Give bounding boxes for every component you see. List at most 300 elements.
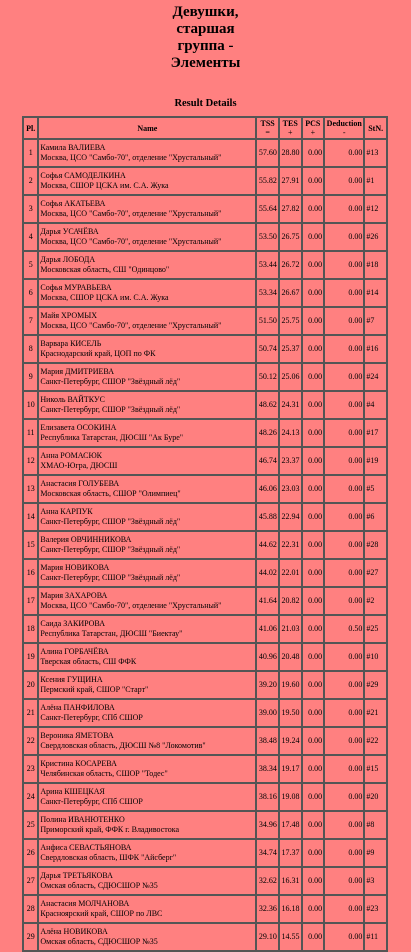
pcs-cell: 0.00 bbox=[302, 363, 325, 391]
tss-cell: 44.62 bbox=[256, 531, 279, 559]
pcs-cell: 0.00 bbox=[302, 279, 325, 307]
athlete-cell bbox=[38, 279, 256, 307]
athlete-club: Республика Татарстан, ДЮСШ "Ак Буре" bbox=[40, 433, 184, 442]
deduction-cell: 0.00 bbox=[324, 307, 364, 335]
tes-cell: 22.94 bbox=[279, 503, 302, 531]
start-number-cell: #4 bbox=[364, 391, 387, 419]
pcs-cell: 0.00 bbox=[302, 755, 325, 783]
deduction-cell: 0.00 bbox=[324, 195, 364, 223]
table-row bbox=[23, 699, 387, 727]
page-title-line: старшая bbox=[176, 21, 235, 37]
start-number-cell: #21 bbox=[364, 699, 387, 727]
results-table bbox=[22, 116, 388, 952]
start-number-cell: #10 bbox=[364, 643, 387, 671]
athlete-club: Пермский край, СШОР "Старт" bbox=[40, 685, 149, 694]
table-row bbox=[23, 251, 387, 279]
pcs-cell: 0.00 bbox=[302, 727, 325, 755]
tss-cell: 48.62 bbox=[256, 391, 279, 419]
header-deduction: Deduction - bbox=[324, 117, 364, 139]
deduction-cell: 0.50 bbox=[324, 615, 364, 643]
tes-cell: 24.31 bbox=[279, 391, 302, 419]
athlete-name: Анфиса СЕВАСТЬЯНОВА bbox=[40, 843, 132, 852]
pcs-cell: 0.00 bbox=[302, 811, 325, 839]
tss-cell: 46.74 bbox=[256, 447, 279, 475]
athlete-name: Полина ИВАНЮТЕНКО bbox=[40, 815, 125, 824]
table-row bbox=[23, 923, 387, 951]
tss-cell: 48.26 bbox=[256, 419, 279, 447]
athlete-cell bbox=[38, 811, 256, 839]
place-cell: 9 bbox=[23, 363, 38, 391]
athlete-club: Омская область, СДЮСШОР №35 bbox=[40, 937, 158, 946]
athlete-cell bbox=[38, 671, 256, 699]
tes-cell: 19.24 bbox=[279, 727, 302, 755]
deduction-cell: 0.00 bbox=[324, 419, 364, 447]
table-row bbox=[23, 895, 387, 923]
start-number-cell: #18 bbox=[364, 251, 387, 279]
tss-cell: 29.10 bbox=[256, 923, 279, 951]
place-cell: 12 bbox=[23, 447, 38, 475]
place-cell: 6 bbox=[23, 279, 38, 307]
start-number-cell: #11 bbox=[364, 923, 387, 951]
start-number-cell: #24 bbox=[364, 363, 387, 391]
athlete-name: Мария НОВИКОВА bbox=[40, 563, 110, 572]
tes-cell: 26.75 bbox=[279, 223, 302, 251]
athlete-cell bbox=[38, 195, 256, 223]
place-cell: 3 bbox=[23, 195, 38, 223]
athlete-name: Елизавета ОСОКИНА bbox=[40, 423, 117, 432]
athlete-cell bbox=[38, 531, 256, 559]
tss-cell: 32.36 bbox=[256, 895, 279, 923]
athlete-name: Софья АКАТЬЕВА bbox=[40, 199, 106, 208]
header-name: Name bbox=[38, 117, 256, 139]
place-cell: 2 bbox=[23, 167, 38, 195]
table-row bbox=[23, 503, 387, 531]
tss-cell: 44.02 bbox=[256, 559, 279, 587]
tss-cell: 51.50 bbox=[256, 307, 279, 335]
deduction-cell: 0.00 bbox=[324, 391, 364, 419]
pcs-cell: 0.00 bbox=[302, 419, 325, 447]
athlete-name: Ксения ГУЩИНА bbox=[40, 675, 103, 684]
tss-cell: 46.06 bbox=[256, 475, 279, 503]
athlete-name: Валерия ОВЧИННИКОВА bbox=[40, 535, 132, 544]
athlete-club: Тверская область, СШ ФФК bbox=[40, 657, 137, 666]
tss-cell: 45.88 bbox=[256, 503, 279, 531]
deduction-cell: 0.00 bbox=[324, 223, 364, 251]
pcs-cell: 0.00 bbox=[302, 783, 325, 811]
athlete-club: Санкт-Петербург, СШОР "Звёздный лёд" bbox=[40, 545, 181, 554]
athlete-name: Алёна НОВИКОВА bbox=[40, 927, 108, 936]
deduction-cell: 0.00 bbox=[324, 587, 364, 615]
athlete-club: Санкт-Петербург, СШОР "Звёздный лёд" bbox=[40, 517, 181, 526]
athlete-cell bbox=[38, 251, 256, 279]
athlete-name: Анастасия МОЛЧАНОВА bbox=[40, 899, 130, 908]
athlete-cell bbox=[38, 839, 256, 867]
athlete-cell bbox=[38, 895, 256, 923]
deduction-cell: 0.00 bbox=[324, 559, 364, 587]
table-row bbox=[23, 335, 387, 363]
table-row bbox=[23, 559, 387, 587]
athlete-club: Москва, ЦСО "Самбо-70", отделение "Хрустальный" bbox=[40, 153, 222, 162]
athlete-cell bbox=[38, 475, 256, 503]
place-cell: 18 bbox=[23, 615, 38, 643]
start-number-cell: #5 bbox=[364, 475, 387, 503]
tes-cell: 22.01 bbox=[279, 559, 302, 587]
deduction-cell: 0.00 bbox=[324, 783, 364, 811]
tes-cell: 28.80 bbox=[279, 139, 302, 167]
tes-cell: 17.37 bbox=[279, 839, 302, 867]
pcs-cell: 0.00 bbox=[302, 195, 325, 223]
place-cell: 21 bbox=[23, 699, 38, 727]
pcs-cell: 0.00 bbox=[302, 307, 325, 335]
start-number-cell: #1 bbox=[364, 167, 387, 195]
athlete-club: Свердловская область, ДЮСШ №8 "Локомотив" bbox=[40, 741, 206, 750]
start-number-cell: #26 bbox=[364, 223, 387, 251]
pcs-cell: 0.00 bbox=[302, 223, 325, 251]
deduction-cell: 0.00 bbox=[324, 503, 364, 531]
start-number-cell: #16 bbox=[364, 335, 387, 363]
page-title bbox=[0, 4, 411, 72]
table-row bbox=[23, 447, 387, 475]
tes-cell: 16.31 bbox=[279, 867, 302, 895]
athlete-cell bbox=[38, 363, 256, 391]
deduction-cell: 0.00 bbox=[324, 671, 364, 699]
pcs-cell: 0.00 bbox=[302, 391, 325, 419]
athlete-name: Николь ВАЙТКУС bbox=[40, 395, 105, 404]
start-number-cell: #3 bbox=[364, 867, 387, 895]
athlete-cell bbox=[38, 307, 256, 335]
athlete-cell bbox=[38, 867, 256, 895]
athlete-club: Красноярский край, СШОР по ЛВС bbox=[40, 909, 163, 918]
tss-cell: 34.96 bbox=[256, 811, 279, 839]
header-tss: TSS = bbox=[256, 117, 279, 139]
tes-cell: 23.37 bbox=[279, 447, 302, 475]
table-row bbox=[23, 223, 387, 251]
athlete-club: Москва, СШОР ЦСКА им. С.А. Жука bbox=[40, 293, 169, 302]
table-row bbox=[23, 783, 387, 811]
start-number-cell: #28 bbox=[364, 531, 387, 559]
table-row bbox=[23, 475, 387, 503]
start-number-cell: #25 bbox=[364, 615, 387, 643]
athlete-club: Московская область, СШ "Одинцово" bbox=[40, 265, 170, 274]
tes-cell: 14.55 bbox=[279, 923, 302, 951]
tes-cell: 25.06 bbox=[279, 363, 302, 391]
tes-cell: 22.31 bbox=[279, 531, 302, 559]
header-pcs: PCS + bbox=[302, 117, 325, 139]
athlete-name: Анна РОМАСЮК bbox=[40, 451, 103, 460]
athlete-cell bbox=[38, 755, 256, 783]
athlete-name: Дарья ЛОБОДА bbox=[40, 255, 96, 264]
place-cell: 25 bbox=[23, 811, 38, 839]
athlete-cell bbox=[38, 699, 256, 727]
page-title-line: группа - bbox=[177, 38, 234, 54]
athlete-club: Челябинская область, СШОР "Тодес" bbox=[40, 769, 168, 778]
tss-cell: 53.50 bbox=[256, 223, 279, 251]
athlete-name: Варвара КИСЕЛЬ bbox=[40, 339, 102, 348]
tss-cell: 53.34 bbox=[256, 279, 279, 307]
table-row bbox=[23, 587, 387, 615]
tss-cell: 50.12 bbox=[256, 363, 279, 391]
athlete-club: Свердловская область, ШФК "Айсберг" bbox=[40, 853, 177, 862]
pcs-cell: 0.00 bbox=[302, 867, 325, 895]
place-cell: 10 bbox=[23, 391, 38, 419]
table-row bbox=[23, 139, 387, 167]
header-stn: StN. bbox=[364, 117, 387, 139]
athlete-cell bbox=[38, 587, 256, 615]
athlete-club: Омская область, СДЮСШОР №35 bbox=[40, 881, 158, 890]
table-row bbox=[23, 839, 387, 867]
deduction-cell: 0.00 bbox=[324, 335, 364, 363]
tss-cell: 40.96 bbox=[256, 643, 279, 671]
deduction-cell: 0.00 bbox=[324, 475, 364, 503]
results-body bbox=[23, 139, 387, 951]
athlete-cell bbox=[38, 335, 256, 363]
place-cell: 19 bbox=[23, 643, 38, 671]
pcs-cell: 0.00 bbox=[302, 139, 325, 167]
tss-cell: 39.20 bbox=[256, 671, 279, 699]
place-cell: 8 bbox=[23, 335, 38, 363]
athlete-club: Приморский край, ФФК г. Владивостока bbox=[40, 825, 180, 834]
tes-cell: 20.82 bbox=[279, 587, 302, 615]
deduction-cell: 0.00 bbox=[324, 531, 364, 559]
tes-cell: 17.48 bbox=[279, 811, 302, 839]
tss-cell: 41.06 bbox=[256, 615, 279, 643]
tss-cell: 55.64 bbox=[256, 195, 279, 223]
athlete-cell bbox=[38, 223, 256, 251]
athlete-club: Москва, ЦСО "Самбо-70", отделение "Хрустальный" bbox=[40, 237, 222, 246]
table-row bbox=[23, 167, 387, 195]
athlete-cell bbox=[38, 559, 256, 587]
table-row bbox=[23, 867, 387, 895]
start-number-cell: #29 bbox=[364, 671, 387, 699]
place-cell: 28 bbox=[23, 895, 38, 923]
pcs-cell: 0.00 bbox=[302, 503, 325, 531]
tss-cell: 34.74 bbox=[256, 839, 279, 867]
tes-cell: 20.48 bbox=[279, 643, 302, 671]
tes-cell: 19.08 bbox=[279, 783, 302, 811]
tes-cell: 25.37 bbox=[279, 335, 302, 363]
athlete-name: Дарья ТРЕТЬЯКОВА bbox=[40, 871, 113, 880]
tes-cell: 16.18 bbox=[279, 895, 302, 923]
table-row bbox=[23, 531, 387, 559]
athlete-club: Санкт-Петербург, СПб СШОР bbox=[40, 797, 143, 806]
start-number-cell: #23 bbox=[364, 895, 387, 923]
deduction-cell: 0.00 bbox=[324, 447, 364, 475]
athlete-club: Санкт-Петербург, СШОР "Звёздный лёд" bbox=[40, 377, 181, 386]
table-row bbox=[23, 811, 387, 839]
pcs-cell: 0.00 bbox=[302, 699, 325, 727]
place-cell: 7 bbox=[23, 307, 38, 335]
pcs-cell: 0.00 bbox=[302, 475, 325, 503]
tss-cell: 38.16 bbox=[256, 783, 279, 811]
athlete-name: Анна КАРПУК bbox=[40, 507, 93, 516]
place-cell: 29 bbox=[23, 923, 38, 951]
start-number-cell: #17 bbox=[364, 419, 387, 447]
deduction-cell: 0.00 bbox=[324, 839, 364, 867]
place-cell: 24 bbox=[23, 783, 38, 811]
place-cell: 27 bbox=[23, 867, 38, 895]
table-row bbox=[23, 363, 387, 391]
start-number-cell: #13 bbox=[364, 139, 387, 167]
deduction-cell: 0.00 bbox=[324, 727, 364, 755]
start-number-cell: #2 bbox=[364, 587, 387, 615]
place-cell: 16 bbox=[23, 559, 38, 587]
deduction-cell: 0.00 bbox=[324, 811, 364, 839]
place-cell: 20 bbox=[23, 671, 38, 699]
header-pl: Pl. bbox=[23, 117, 38, 139]
pcs-cell: 0.00 bbox=[302, 447, 325, 475]
table-row bbox=[23, 279, 387, 307]
pcs-cell: 0.00 bbox=[302, 671, 325, 699]
start-number-cell: #22 bbox=[364, 727, 387, 755]
athlete-name: Кристина КОСАРЕВА bbox=[40, 759, 117, 768]
pcs-cell: 0.00 bbox=[302, 531, 325, 559]
table-row bbox=[23, 307, 387, 335]
athlete-cell bbox=[38, 923, 256, 951]
athlete-name: Алёна ПАНФИЛОВА bbox=[40, 703, 115, 712]
header-tes: TES + bbox=[279, 117, 302, 139]
athlete-name: Анастасия ГОЛУБЕВА bbox=[40, 479, 120, 488]
tes-cell: 19.60 bbox=[279, 671, 302, 699]
athlete-club: ХМАО-Югра, ДЮСШ bbox=[40, 461, 118, 470]
start-number-cell: #8 bbox=[364, 811, 387, 839]
place-cell: 22 bbox=[23, 727, 38, 755]
pcs-cell: 0.00 bbox=[302, 923, 325, 951]
start-number-cell: #7 bbox=[364, 307, 387, 335]
page-title-line: Элементы bbox=[170, 55, 241, 71]
table-header-row bbox=[23, 117, 387, 139]
tss-cell: 38.34 bbox=[256, 755, 279, 783]
athlete-cell bbox=[38, 503, 256, 531]
athlete-name: Майя ХРОМЫХ bbox=[40, 311, 97, 320]
deduction-cell: 0.00 bbox=[324, 167, 364, 195]
athlete-club: Санкт-Петербург, СШОР "Звёздный лёд" bbox=[40, 405, 181, 414]
tss-cell: 50.74 bbox=[256, 335, 279, 363]
deduction-cell: 0.00 bbox=[324, 699, 364, 727]
athlete-name: Камила ВАЛИЕВА bbox=[40, 143, 106, 152]
place-cell: 23 bbox=[23, 755, 38, 783]
athlete-cell bbox=[38, 615, 256, 643]
tes-cell: 19.50 bbox=[279, 699, 302, 727]
athlete-cell bbox=[38, 783, 256, 811]
table-row bbox=[23, 671, 387, 699]
deduction-cell: 0.00 bbox=[324, 251, 364, 279]
place-cell: 26 bbox=[23, 839, 38, 867]
athlete-name: Арина КШЕЦКАЯ bbox=[40, 787, 105, 796]
pcs-cell: 0.00 bbox=[302, 167, 325, 195]
section-title: Result Details bbox=[174, 98, 237, 109]
start-number-cell: #6 bbox=[364, 503, 387, 531]
tes-cell: 19.17 bbox=[279, 755, 302, 783]
pcs-cell: 0.00 bbox=[302, 251, 325, 279]
place-cell: 11 bbox=[23, 419, 38, 447]
tss-cell: 32.62 bbox=[256, 867, 279, 895]
athlete-club: Москва, СШОР ЦСКА им. С.А. Жука bbox=[40, 181, 169, 190]
place-cell: 17 bbox=[23, 587, 38, 615]
table-row bbox=[23, 727, 387, 755]
start-number-cell: #27 bbox=[364, 559, 387, 587]
pcs-cell: 0.00 bbox=[302, 587, 325, 615]
athlete-club: Краснодарский край, ЦОП по ФК bbox=[40, 349, 156, 358]
athlete-name: Мария ДМИТРИЕВА bbox=[40, 367, 114, 376]
table-row bbox=[23, 419, 387, 447]
tss-cell: 57.60 bbox=[256, 139, 279, 167]
page-title-line: Девушки, bbox=[172, 4, 239, 20]
tss-cell: 39.00 bbox=[256, 699, 279, 727]
athlete-cell bbox=[38, 447, 256, 475]
athlete-name: Софья САМОДЕЛКИНА bbox=[40, 171, 126, 180]
athlete-cell bbox=[38, 391, 256, 419]
start-number-cell: #15 bbox=[364, 755, 387, 783]
tss-cell: 41.64 bbox=[256, 587, 279, 615]
pcs-cell: 0.00 bbox=[302, 559, 325, 587]
athlete-name: Вероника ЯМЕТОВА bbox=[40, 731, 114, 740]
tes-cell: 24.13 bbox=[279, 419, 302, 447]
athlete-name: Дарья УСАЧЁВА bbox=[40, 227, 99, 236]
place-cell: 1 bbox=[23, 139, 38, 167]
tss-cell: 55.82 bbox=[256, 167, 279, 195]
athlete-club: Республика Татарстан, ДЮСШ "Биектау" bbox=[40, 629, 183, 638]
pcs-cell: 0.00 bbox=[302, 615, 325, 643]
deduction-cell: 0.00 bbox=[324, 139, 364, 167]
deduction-cell: 0.00 bbox=[324, 279, 364, 307]
athlete-club: Москва, ЦСО "Самбо-70", отделение "Хрустальный" bbox=[40, 321, 222, 330]
start-number-cell: #14 bbox=[364, 279, 387, 307]
tss-cell: 53.44 bbox=[256, 251, 279, 279]
athlete-name: Софья МУРАВЬЕВА bbox=[40, 283, 112, 292]
deduction-cell: 0.00 bbox=[324, 363, 364, 391]
table-row bbox=[23, 755, 387, 783]
place-cell: 14 bbox=[23, 503, 38, 531]
athlete-cell bbox=[38, 139, 256, 167]
pcs-cell: 0.00 bbox=[302, 839, 325, 867]
tss-cell: 38.48 bbox=[256, 727, 279, 755]
deduction-cell: 0.00 bbox=[324, 867, 364, 895]
athlete-club: Санкт-Петербург, СПб СШОР bbox=[40, 713, 143, 722]
tes-cell: 26.72 bbox=[279, 251, 302, 279]
athlete-cell bbox=[38, 643, 256, 671]
tes-cell: 27.91 bbox=[279, 167, 302, 195]
place-cell: 5 bbox=[23, 251, 38, 279]
pcs-cell: 0.00 bbox=[302, 335, 325, 363]
athlete-cell bbox=[38, 167, 256, 195]
table-row bbox=[23, 615, 387, 643]
athlete-club: Москва, ЦСО "Самбо-70", отделение "Хрустальный" bbox=[40, 601, 222, 610]
deduction-cell: 0.00 bbox=[324, 895, 364, 923]
pcs-cell: 0.00 bbox=[302, 643, 325, 671]
start-number-cell: #9 bbox=[364, 839, 387, 867]
place-cell: 15 bbox=[23, 531, 38, 559]
tes-cell: 27.82 bbox=[279, 195, 302, 223]
tes-cell: 23.03 bbox=[279, 475, 302, 503]
deduction-cell: 0.00 bbox=[324, 755, 364, 783]
table-row bbox=[23, 391, 387, 419]
athlete-club: Москва, ЦСО "Самбо-70", отделение "Хрустальный" bbox=[40, 209, 222, 218]
start-number-cell: #20 bbox=[364, 783, 387, 811]
athlete-name: Мария ЗАХАРОВА bbox=[40, 591, 108, 600]
athlete-cell bbox=[38, 419, 256, 447]
athlete-cell bbox=[38, 727, 256, 755]
start-number-cell: #12 bbox=[364, 195, 387, 223]
tes-cell: 21.03 bbox=[279, 615, 302, 643]
table-row bbox=[23, 643, 387, 671]
table-row bbox=[23, 195, 387, 223]
start-number-cell: #19 bbox=[364, 447, 387, 475]
deduction-cell: 0.00 bbox=[324, 643, 364, 671]
tes-cell: 26.67 bbox=[279, 279, 302, 307]
deduction-cell: 0.00 bbox=[324, 923, 364, 951]
athlete-club: Санкт-Петербург, СШОР "Звёздный лёд" bbox=[40, 573, 181, 582]
athlete-name: Алина ГОРБАЧЁВА bbox=[40, 647, 109, 656]
